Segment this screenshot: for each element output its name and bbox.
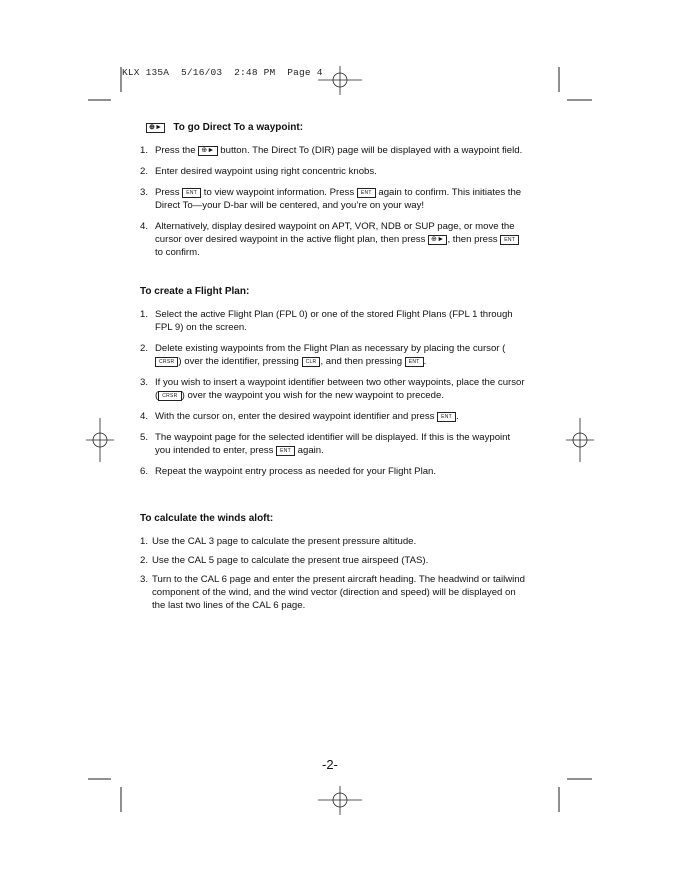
direct-to-key-icon: ⊕► — [198, 146, 217, 156]
section-flight-plan — [140, 285, 525, 478]
item-text: Enter desired waypoint using right concentric knobs. — [155, 166, 377, 177]
ent-key-icon: ENT — [500, 235, 519, 245]
section-direct-to — [140, 121, 525, 259]
text-run: again to confirm. This initiates the Direct To—your D-bar will be centered, and you’re on your way! — [155, 187, 522, 211]
list-item — [140, 410, 525, 423]
list-item — [140, 535, 525, 548]
text-run: With the cursor on, enter the desired waypoint identifier and press — [155, 411, 438, 422]
text-run: . — [423, 356, 427, 367]
clr-key-icon: CLR — [302, 357, 321, 367]
list-item — [140, 220, 525, 259]
list-item — [140, 308, 525, 334]
text-run: Press — [155, 187, 183, 198]
print-header: KLX 135A 5/16/03 2:48 PM Page 4 — [122, 67, 323, 78]
text-run: The waypoint page for the selected identifier will be displayed. If this is the waypoint you intended to enter, press — [155, 432, 511, 456]
list-item — [140, 186, 525, 212]
text-run: , and then pressing — [320, 356, 405, 367]
list-item — [140, 376, 525, 402]
item-text: Select the active Flight Plan (FPL 0) or one of the stored Flight Plans (FPL 1 through FPL 9) on the screen. — [155, 309, 513, 333]
item-number: 1. — [140, 145, 149, 156]
item-text — [155, 186, 525, 212]
list-item — [140, 431, 525, 457]
item-text — [155, 410, 525, 423]
item-number: 3. — [140, 574, 149, 585]
item-text: Turn to the CAL 6 page and enter the present aircraft heading. The headwind or tailwind component of the wind, and the wind vector (direction and speed) will be displayed on the last two lines of the CAL 6 page. — [152, 574, 525, 611]
list-item — [140, 573, 525, 612]
text-run: button. The Direct To (DIR) page will be displayed with a waypoint field. — [217, 145, 523, 156]
item-text — [155, 431, 525, 457]
text-run: Delete existing waypoints from the Flight Plan as necessary by placing the cursor ( — [155, 343, 506, 354]
list-item — [140, 342, 525, 368]
section-title-text: To go Direct To a waypoint: — [173, 122, 304, 133]
item-number: 2. — [140, 343, 149, 354]
list-item — [140, 465, 525, 478]
item-text — [155, 220, 525, 259]
item-number: 4. — [140, 411, 149, 422]
item-number: 1. — [140, 309, 149, 320]
ent-key-icon: ENT — [437, 412, 456, 422]
item-text: Repeat the waypoint entry process as needed for your Flight Plan. — [155, 466, 437, 477]
item-number: 1. — [140, 536, 149, 547]
item-text: Use the CAL 3 page to calculate the present pressure altitude. — [152, 536, 417, 547]
text-run: to confirm. — [155, 247, 200, 258]
ent-key-icon: ENT — [276, 446, 295, 456]
item-text — [155, 342, 525, 368]
section-winds-aloft — [140, 512, 525, 612]
section-title — [140, 121, 525, 134]
crsr-key-icon: CRSR — [155, 357, 178, 367]
crsr-key-icon: CRSR — [158, 391, 181, 401]
direct-to-key-icon: ⊕► — [146, 123, 165, 133]
ent-key-icon: ENT — [405, 357, 424, 367]
text-run: Press the — [155, 145, 199, 156]
item-number: 3. — [140, 187, 149, 198]
text-run: If you wish to insert a waypoint identifier between two other waypoints, place the cursor ( — [155, 377, 525, 401]
text-run: Alternatively, display desired waypoint on APT, VOR, NDB or SUP page, or move the cursor over desired waypoint in the active flight plan, then press — [155, 221, 515, 245]
item-text: Use the CAL 5 page to calculate the present true airspeed (TAS). — [152, 555, 429, 566]
ent-key-icon: ENT — [357, 188, 376, 198]
page-content — [140, 121, 525, 638]
text-run: again. — [294, 445, 324, 456]
text-run: to view waypoint information. Press — [201, 187, 357, 198]
section-title: To create a Flight Plan: — [140, 286, 250, 297]
page-number: -2- — [322, 757, 338, 772]
item-text — [155, 144, 525, 157]
text-run: ) over the identifier, pressing — [178, 356, 302, 367]
text-run: ) over the waypoint you wish for the new waypoint to precede. — [181, 390, 444, 401]
text-run: . — [456, 411, 459, 422]
item-number: 5. — [140, 432, 149, 443]
list-item — [140, 144, 525, 157]
item-number: 2. — [140, 555, 149, 566]
item-number: 3. — [140, 377, 149, 388]
section-title: To calculate the winds aloft: — [140, 513, 274, 524]
item-number: 4. — [140, 221, 149, 232]
item-number: 2. — [140, 166, 149, 177]
item-number: 6. — [140, 466, 149, 477]
list-item — [140, 165, 525, 178]
direct-to-key-icon: ⊕► — [428, 235, 447, 245]
ent-key-icon: ENT — [182, 188, 201, 198]
list-item — [140, 554, 525, 567]
text-run: , then press — [447, 234, 501, 245]
item-text — [155, 376, 525, 402]
